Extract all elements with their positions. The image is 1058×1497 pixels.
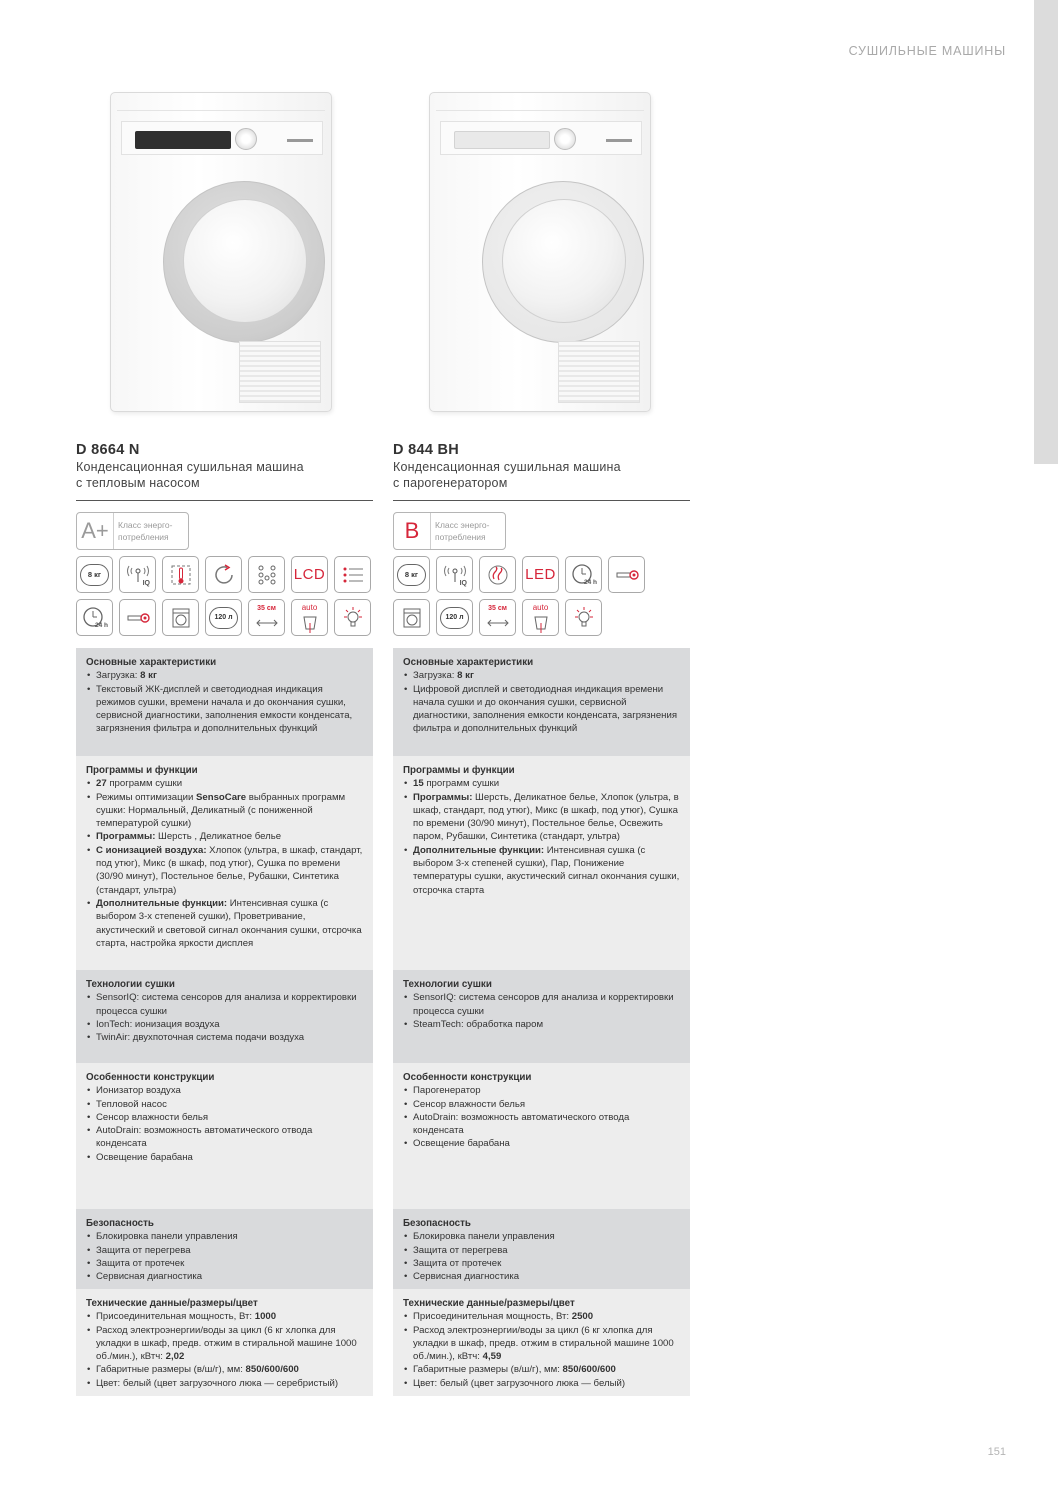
lightbulb-icon bbox=[565, 599, 602, 636]
energy-class-badge bbox=[393, 512, 506, 550]
list-item: • С ионизацией воздуха: Хлопок (ультра, в шкаф, стандарт, под утюг), Микс (в шкаф, под утюг), Сушка по времени (30/90 минут), Постельное белье, Рубашки, Синтетика (стандарт, ультра) bbox=[86, 844, 363, 897]
list-item: • SteamTech: обработка паром bbox=[403, 1018, 680, 1031]
list-item: • Освещение барабана bbox=[403, 1137, 680, 1150]
sensor-iq-icon: IQ bbox=[119, 556, 156, 593]
drum-light-icon bbox=[162, 599, 199, 636]
dryer-image bbox=[110, 92, 332, 412]
energy-class-badge bbox=[76, 512, 189, 550]
section-safety: Безопасность • Блокировка панели управления • Защита от перегрева • Защита от протечек • Сервисная диагностика bbox=[393, 1209, 690, 1289]
list-item: • Присоединительная мощность, Вт: 2500 bbox=[403, 1310, 680, 1323]
lightbulb-icon bbox=[334, 599, 371, 636]
section-safety: Безопасность • Блокировка панели управления • Защита от перегрева • Защита от протечек • Сервисная диагностика bbox=[76, 1209, 373, 1289]
list-item: • Дополнительные функции: Интенсивная сушка (с выбором 3-х степеней сушки), Проветривание, акустический и световой сигнал окончания сушки, отсрочка старта, настройка яркости дисплея bbox=[86, 897, 363, 950]
list-item: • Габаритные размеры (в/ш/г), мм: 850/600/600 bbox=[403, 1363, 680, 1376]
thermometer-icon bbox=[162, 556, 199, 593]
list-item: • Габаритные размеры (в/ш/г), мм: 850/600/600 bbox=[86, 1363, 363, 1376]
drum-light-icon bbox=[393, 599, 430, 636]
indicator-list-icon bbox=[334, 556, 371, 593]
list-item: • Текстовый ЖК-дисплей и светодиодная индикация режимов сушки, времени начала и до окончания сушки, сервисной диагностики, заполнения емкости конденсата, загрязнения фильтра и дополнительных функций bbox=[86, 683, 363, 736]
section-drying-tech: Технологии сушки • SensorIQ: система сенсоров для анализа и корректировки процесса сушки • SteamTech: обработка паром bbox=[393, 970, 690, 1063]
list-item: • Загрузка: 8 кг bbox=[403, 669, 680, 682]
list-item: • 15 программ сушки bbox=[403, 777, 680, 790]
list-item: • Защита от перегрева bbox=[86, 1244, 363, 1257]
list-item: • Защита от протечек bbox=[403, 1257, 680, 1270]
list-item: • Цифровой дисплей и светодиодная индикация времени начала сушки и до окончания сушки, сервисной диагностики, заполнения емкости конденсата, загрязнения фильтра и дополнительных функций bbox=[403, 683, 680, 736]
section-drying-tech: Технологии сушки • SensorIQ: система сенсоров для анализа и корректировки процесса сушки • IonTech: ионизация воздуха • TwinAir: двухпоточная система подачи воздуха bbox=[76, 970, 373, 1063]
list-item: • IonTech: ионизация воздуха bbox=[86, 1018, 363, 1031]
section-title: СУШИЛЬНЫЕ МАШИНЫ bbox=[848, 44, 1006, 58]
divider bbox=[76, 500, 373, 501]
list-item: • SensorIQ: система сенсоров для анализа и корректировки процесса сушки bbox=[403, 991, 680, 1018]
list-item: • Загрузка: 8 кг bbox=[86, 669, 363, 682]
list-item: • Режимы оптимизации SensoCare выбранных программ сушки: Нормальный, Деликатный (с пониженной температурой сушки) bbox=[86, 791, 363, 831]
section-tech-data: Технические данные/размеры/цвет • Присоединительная мощность, Вт: 2500 • Расход электроэнергии/воды за цикл (6 кг хлопка для укладки в шкаф, предв. отжим в стиральной машине 1000 об./мин.), кВтч: 4,59 • Габаритные размеры (в/ш/г), мм: 850/600/600 • Цвет: белый (цвет загрузочного люка — белый) bbox=[393, 1289, 690, 1396]
list-item: • Защита от перегрева bbox=[403, 1244, 680, 1257]
auto-drain-icon: auto bbox=[522, 599, 559, 636]
list-item: • Освещение барабана bbox=[86, 1151, 363, 1164]
list-item: • Блокировка панели управления bbox=[403, 1230, 680, 1243]
divider bbox=[393, 500, 690, 501]
hose-length-icon: 35 см bbox=[248, 599, 285, 636]
drum-volume-icon: 120 л bbox=[436, 599, 473, 636]
energy-class-value: A+ bbox=[77, 513, 114, 549]
list-item: • Сервисная диагностика bbox=[86, 1270, 363, 1283]
model-name: D 8664 N bbox=[76, 442, 140, 458]
list-item: • Цвет: белый (цвет загрузочного люка — белый) bbox=[403, 1377, 680, 1390]
child-lock-key-icon bbox=[608, 556, 645, 593]
steam-icon bbox=[479, 556, 516, 593]
child-lock-key-icon bbox=[119, 599, 156, 636]
delay-timer-icon: 24 h bbox=[565, 556, 602, 593]
list-item: • 27 программ сушки bbox=[86, 777, 363, 790]
model-subtitle: Конденсационная сушильная машина с парогенератором bbox=[393, 460, 621, 490]
led-display-icon: LED bbox=[522, 556, 559, 593]
section-construction: Особенности конструкции • Парогенератор • Сенсор влажности белья • AutoDrain: возможность автоматического отвода конденсата • Освещение барабана bbox=[393, 1063, 690, 1209]
energy-class-label: Класс энерго- потребления bbox=[435, 520, 490, 542]
list-item: • Сервисная диагностика bbox=[403, 1270, 680, 1283]
section-tech-data: Технические данные/размеры/цвет • Присоединительная мощность, Вт: 1000 • Расход электроэнергии/воды за цикл (6 кг хлопка для укладки в шкаф, предв. отжим в стиральной машине 1000 об./мин.), кВтч: 2,02 • Габаритные размеры (в/ш/г), мм: 850/600/600 • Цвет: белый (цвет загрузочного люка — серебристый) bbox=[76, 1289, 373, 1396]
hose-length-icon: 35 см bbox=[479, 599, 516, 636]
energy-class-label: Класс энерго- потребления bbox=[118, 520, 173, 542]
list-item: • Программы: Шерсть, Деликатное белье, Хлопок (ультра, в шкаф, стандарт, под утюг), Микс (в шкаф, под утюг), Сушка по времени (30/90 минут), Постельное белье, Освежить паром, Рубашки, Синтетика (стандарт, ультра) bbox=[403, 791, 680, 844]
list-item: • Программы: Шерсть , Деликатное белье bbox=[86, 830, 363, 843]
section-main-features: Основные характеристики • Загрузка: 8 кг • Текстовый ЖК-дисплей и светодиодная индикация режимов сушки, времени начала и до окончания сушки, сервисной диагностики, заполнения емкости конденсата, загрязнения фильтра и дополнительных функций bbox=[76, 648, 373, 756]
section-programs: Программы и функции • 15 программ сушки • Программы: Шерсть, Деликатное белье, Хлопок (ультра, в шкаф, стандарт, под утюг), Микс (в шкаф, под утюг), Сушка по времени (30/90 минут), Постельное белье, Освежить паром, Рубашки, Синтетика (стандарт, ультра) • Дополнительные функции: Интенсивная сушка (с выбором 3-х степеней сушки), Пар, Понижение температуры сушки, акустический сигнал окончания сушки, отсрочка старта bbox=[393, 756, 690, 970]
list-item: • AutoDrain: возможность автоматического отвода конденсата bbox=[403, 1111, 680, 1138]
list-item: • SensorIQ: система сенсоров для анализа и корректировки процесса сушки bbox=[86, 991, 363, 1018]
drum-volume-icon: 120 л bbox=[205, 599, 242, 636]
list-item: • Расход электроэнергии/воды за цикл (6 кг хлопка для укладки в шкаф, предв. отжим в стиральной машине 1000 об./мин.), кВтч: 2,02 bbox=[86, 1324, 363, 1364]
lcd-display-icon: LCD bbox=[291, 556, 328, 593]
section-programs: Программы и функции • 27 программ сушки • Режимы оптимизации SensoCare выбранных программ сушки: Нормальный, Деликатный (с пониженной температурой сушки) • Программы: Шерсть , Деликатное белье • С ионизацией воздуха: Хлопок (ультра, в шкаф, стандарт, под утюг), Микс (в шкаф, под утюг), Сушка по времени (30/90 минут), Постельное белье, Рубашки, Синтетика (стандарт, ультра) • Дополнительные функции: Интенсивная сушка (с выбором 3-х степеней сушки), Проветривание, акустический и световой сигнал окончания сушки, отсрочка старта, настройка яркости дисплея bbox=[76, 756, 373, 970]
list-item: • Дополнительные функции: Интенсивная сушка (с выбором 3-х степеней сушки), Пар, Понижение температуры сушки, акустический сигнал окончания сушки, отсрочка старта bbox=[403, 844, 680, 897]
list-item: • TwinAir: двухпоточная система подачи воздуха bbox=[86, 1031, 363, 1044]
page-number: 151 bbox=[987, 1446, 1006, 1458]
model-subtitle: Конденсационная сушильная машина с тепловым насосом bbox=[76, 460, 304, 490]
programs-grid-icon bbox=[248, 556, 285, 593]
load-capacity-icon: 8 кг bbox=[76, 556, 113, 593]
sensor-iq-icon: IQ bbox=[436, 556, 473, 593]
section-main-features: Основные характеристики • Загрузка: 8 кг • Цифровой дисплей и светодиодная индикация времени начала сушки и до окончания сушки, сервисной диагностики, заполнения емкости конденсата, загрязнения фильтра и дополнительных функций bbox=[393, 648, 690, 756]
list-item: • Присоединительная мощность, Вт: 1000 bbox=[86, 1310, 363, 1323]
energy-class-value: B bbox=[394, 513, 431, 549]
load-capacity-icon: 8 кг bbox=[393, 556, 430, 593]
list-item: • Тепловой насос bbox=[86, 1098, 363, 1111]
auto-drain-icon: auto bbox=[291, 599, 328, 636]
list-item: • Блокировка панели управления bbox=[86, 1230, 363, 1243]
delay-timer-icon: 24 h bbox=[76, 599, 113, 636]
list-item: • AutoDrain: возможность автоматического отвода конденсата bbox=[86, 1124, 363, 1151]
side-tab bbox=[1034, 0, 1058, 464]
list-item: • Расход электроэнергии/воды за цикл (6 кг хлопка для укладки в шкаф, предв. отжим в стиральной машине 1000 об./мин.), кВтч: 4,59 bbox=[403, 1324, 680, 1364]
dryer-image bbox=[429, 92, 651, 412]
reverse-drum-icon bbox=[205, 556, 242, 593]
list-item: • Цвет: белый (цвет загрузочного люка — серебристый) bbox=[86, 1377, 363, 1390]
list-item: • Парогенератор bbox=[403, 1084, 680, 1097]
section-construction: Особенности конструкции • Ионизатор воздуха • Тепловой насос • Сенсор влажности белья • AutoDrain: возможность автоматического отвода конденсата • Освещение барабана bbox=[76, 1063, 373, 1209]
list-item: • Защита от протечек bbox=[86, 1257, 363, 1270]
list-item: • Сенсор влажности белья bbox=[403, 1098, 680, 1111]
list-item: • Сенсор влажности белья bbox=[86, 1111, 363, 1124]
model-name: D 844 BH bbox=[393, 442, 460, 458]
list-item: • Ионизатор воздуха bbox=[86, 1084, 363, 1097]
